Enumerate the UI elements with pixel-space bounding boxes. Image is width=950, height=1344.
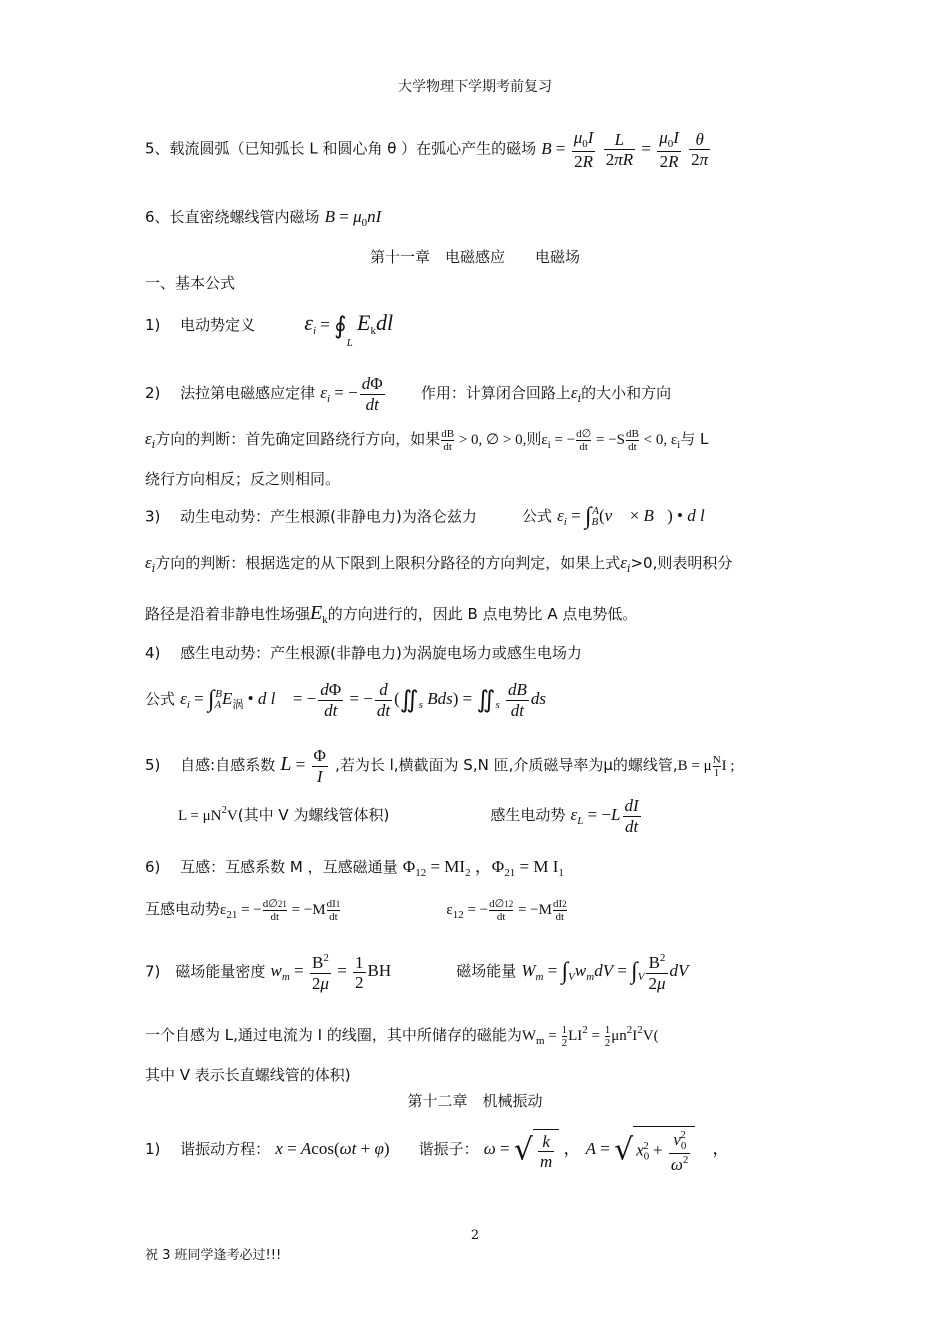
formula-6-row: [145, 852, 564, 879]
formula-5-emf: $\varepsilon_L = -L$ $\frac{dI}{dt}$: [570, 796, 639, 836]
footer-note: 祝 3 班同学逢考必过!!!: [145, 1248, 282, 1263]
chapter-11-title: 第十一章 电磁感应 电磁场: [369, 248, 580, 266]
formula-6: $\Phi_{12} = MI_2$ ，$\Phi_{21} = M$ $I_1$: [402, 857, 564, 879]
page-number: 2: [470, 1228, 480, 1243]
direction-1-line2: 绕行方向相反；反之则相同。: [145, 470, 341, 488]
formula-4: $\varepsilon_i = \int_A^BE_涡$ • d l⃗ = − $\frac{d\Phi}{dt}$ = − $\frac{d}{dt}$ ($∬_s$ $Bds) = ∬_s$ $\frac{dB}{dt}$ ds: [180, 680, 546, 720]
formula-7-row: 7) 磁场能量密度 $w_m$ = $\frac{B^2}{2\mu}$ = $\frac{1}{2}$ BH 磁场能量 $W_m = \int_Vw_mdV = \int_V$ $\frac{B^2}{2\mu}$ dV: [145, 952, 689, 993]
formula-1-row: [145, 310, 393, 349]
chapter-12-title: 第十二章 机械振动: [407, 1092, 543, 1110]
direction-1-line1: $\varepsilon_i$方向的判断：首先确定回路绕行方向，如果 $\frac{dB}{dt}$ > 0, ∅ > 0,则$\varepsilon_i$ = − $\frac{d\emptyset}{dt}$ = −S $\frac{dB}{dt}$ < 0, $\varepsilon_i$与 L: [145, 428, 709, 454]
formula-4-row: 公式 $\varepsilon_i = \int_A^BE_涡$ • d l⃗ = − $\frac{d\Phi}{dt}$ = − $\frac{d}{dt}$ ($∬_s$ $Bds) = ∬_s$ $\frac{dB}{dt}$ ds: [145, 680, 546, 720]
direction-2-line1: $\varepsilon_i$方向的判断：根据选定的从下限到上限积分路径的方向判定，如果上式$\varepsilon_i>0$,则表明积分: [145, 553, 733, 575]
formula-6-label: 6) 互感：互感系数 M ，互感磁通量: [145, 858, 398, 876]
oscillation-equation: x = Acos(ωt + φ): [275, 1139, 390, 1158]
oscillation-label: 1) 谐振动方程：: [145, 1140, 271, 1158]
formula-5-label: 5) 自感:自感系数: [145, 755, 276, 774]
formula-5-row2: $L = \mu N^2V$(其中 V 为螺线管体积) 感生电动势 $\varepsilon_L = -L$ $\frac{dI}{dt}$: [178, 796, 643, 836]
formula-2-row: 2) 法拉第电磁感应定律 $\varepsilon_i$ = − $\frac{d\Phi}{dt}$ 作用：计算闭合回路上$\varepsilon_i$的大小和方向: [145, 374, 672, 414]
item-6: [145, 206, 381, 229]
formula-1-label: 1) 电动势定义: [145, 316, 256, 334]
oscillation-row: 1) 谐振动方程： x = Acos(ωt + φ) 谐振子： ω = √ $\frac{k}{m}$ ， A = √ $x_0^2$ + $\frac{v_0^2}{\omega^2}$ ，: [145, 1126, 729, 1174]
direction-2-line2: 路径是沿着非静电性场强$E_k$的方向进行的，因此 B 点电势比 A 点电势低。: [145, 602, 638, 626]
formula-2-note: 作用：计算闭合回路上: [420, 383, 571, 402]
formula-7: $w_m$ = $\frac{B^2}{2\mu}$ = $\frac{1}{2}$ BH: [270, 952, 392, 993]
item-5: [145, 128, 712, 171]
formula-1: $\varepsilon_i$ = $∮_L$ $E_kdl$: [304, 310, 394, 349]
formula-5-row: 5) 自感:自感系数 L = $\frac{\Phi}{I}$ ,若为长 l,横截面为 S,N 匝,介质磁导率为μ的螺线管,B = μ $\frac{N}{l}$ I ;: [145, 746, 735, 786]
item-6-text: 6、长直密绕螺线管内磁场: [145, 208, 320, 226]
formula-3: $\varepsilon_i$ = $\int_B^A(v⃗$ × B⃗) • d l⃗: [557, 504, 718, 530]
item-6-formula: $B = \mu_0nI$: [324, 207, 382, 229]
formula-5: L = $\frac{\Phi}{I}$: [280, 746, 326, 786]
formula-4-label: 4) 感生电动势：产生根源(非静电力)为涡旋电场力或感生电场力: [145, 644, 582, 662]
formula-3-row: 3) 动生电动势：产生根源(非静电力)为洛仑兹力 公式 $\varepsilon_i$ = $\int_B^A(v⃗$ × B⃗) • d l⃗: [145, 504, 718, 530]
formula-6-row2: 互感电动势$\varepsilon_{21}$ = − $\frac{d\emptyset 21}{dt}$ = −M $\frac{dI1}{dt}$ $\varepsilon_{12}$ = − $\frac{d\emptyset 12}{dt}$ = −M $\frac{dI2}{dt}$: [145, 898, 567, 924]
formula-7-energy: $W_m = \int_Vw_mdV = \int_V$ $\frac{B^2}{2\mu}$ dV: [521, 952, 689, 993]
oscillation-amplitude: A = √ $x_0^2$ + $\frac{v_0^2}{\omega^2}$ ，: [586, 1139, 730, 1158]
page-header: 大学物理下学期考前复习: [398, 79, 552, 95]
self-energy-line2: 其中 V 表示长直螺线管的体积): [145, 1066, 351, 1084]
formula-7-label: 7) 磁场能量密度: [145, 962, 266, 981]
oscillation-omega: ω = √ $\frac{k}{m}$ ，: [484, 1139, 581, 1158]
formula-3-label: 3) 动生电动势：产生根源(非静电力)为洛仑兹力: [145, 507, 477, 526]
formula-2-label: 2) 法拉第电磁感应定律: [145, 383, 316, 402]
self-energy-line1: 一个自感为 L,通过电流为 I 的线圈，其中所储存的磁能为$W_m$ = $\frac{1}{2}$ $LI^2$ = $\frac{1}{2}$ $\mu n^2I^2V$(: [145, 1024, 659, 1050]
item-5-formula: B = $\frac{\mu_0I}{2R}$ $\frac{L}{2\pi R}$ = $\frac{\mu_0I}{2R}$ $\frac{\theta}{2\pi}$: [541, 128, 709, 171]
formula-2-note-end: 的大小和方向: [581, 383, 672, 402]
formula-2: $\varepsilon_i$ = − $\frac{d\Phi}{dt}$: [320, 374, 383, 414]
item-5-text: 5、载流圆弧（已知弧长 L 和圆心角 θ ）在弧心产生的磁场: [145, 139, 537, 158]
section-1-title: 一、基本公式: [145, 274, 236, 292]
